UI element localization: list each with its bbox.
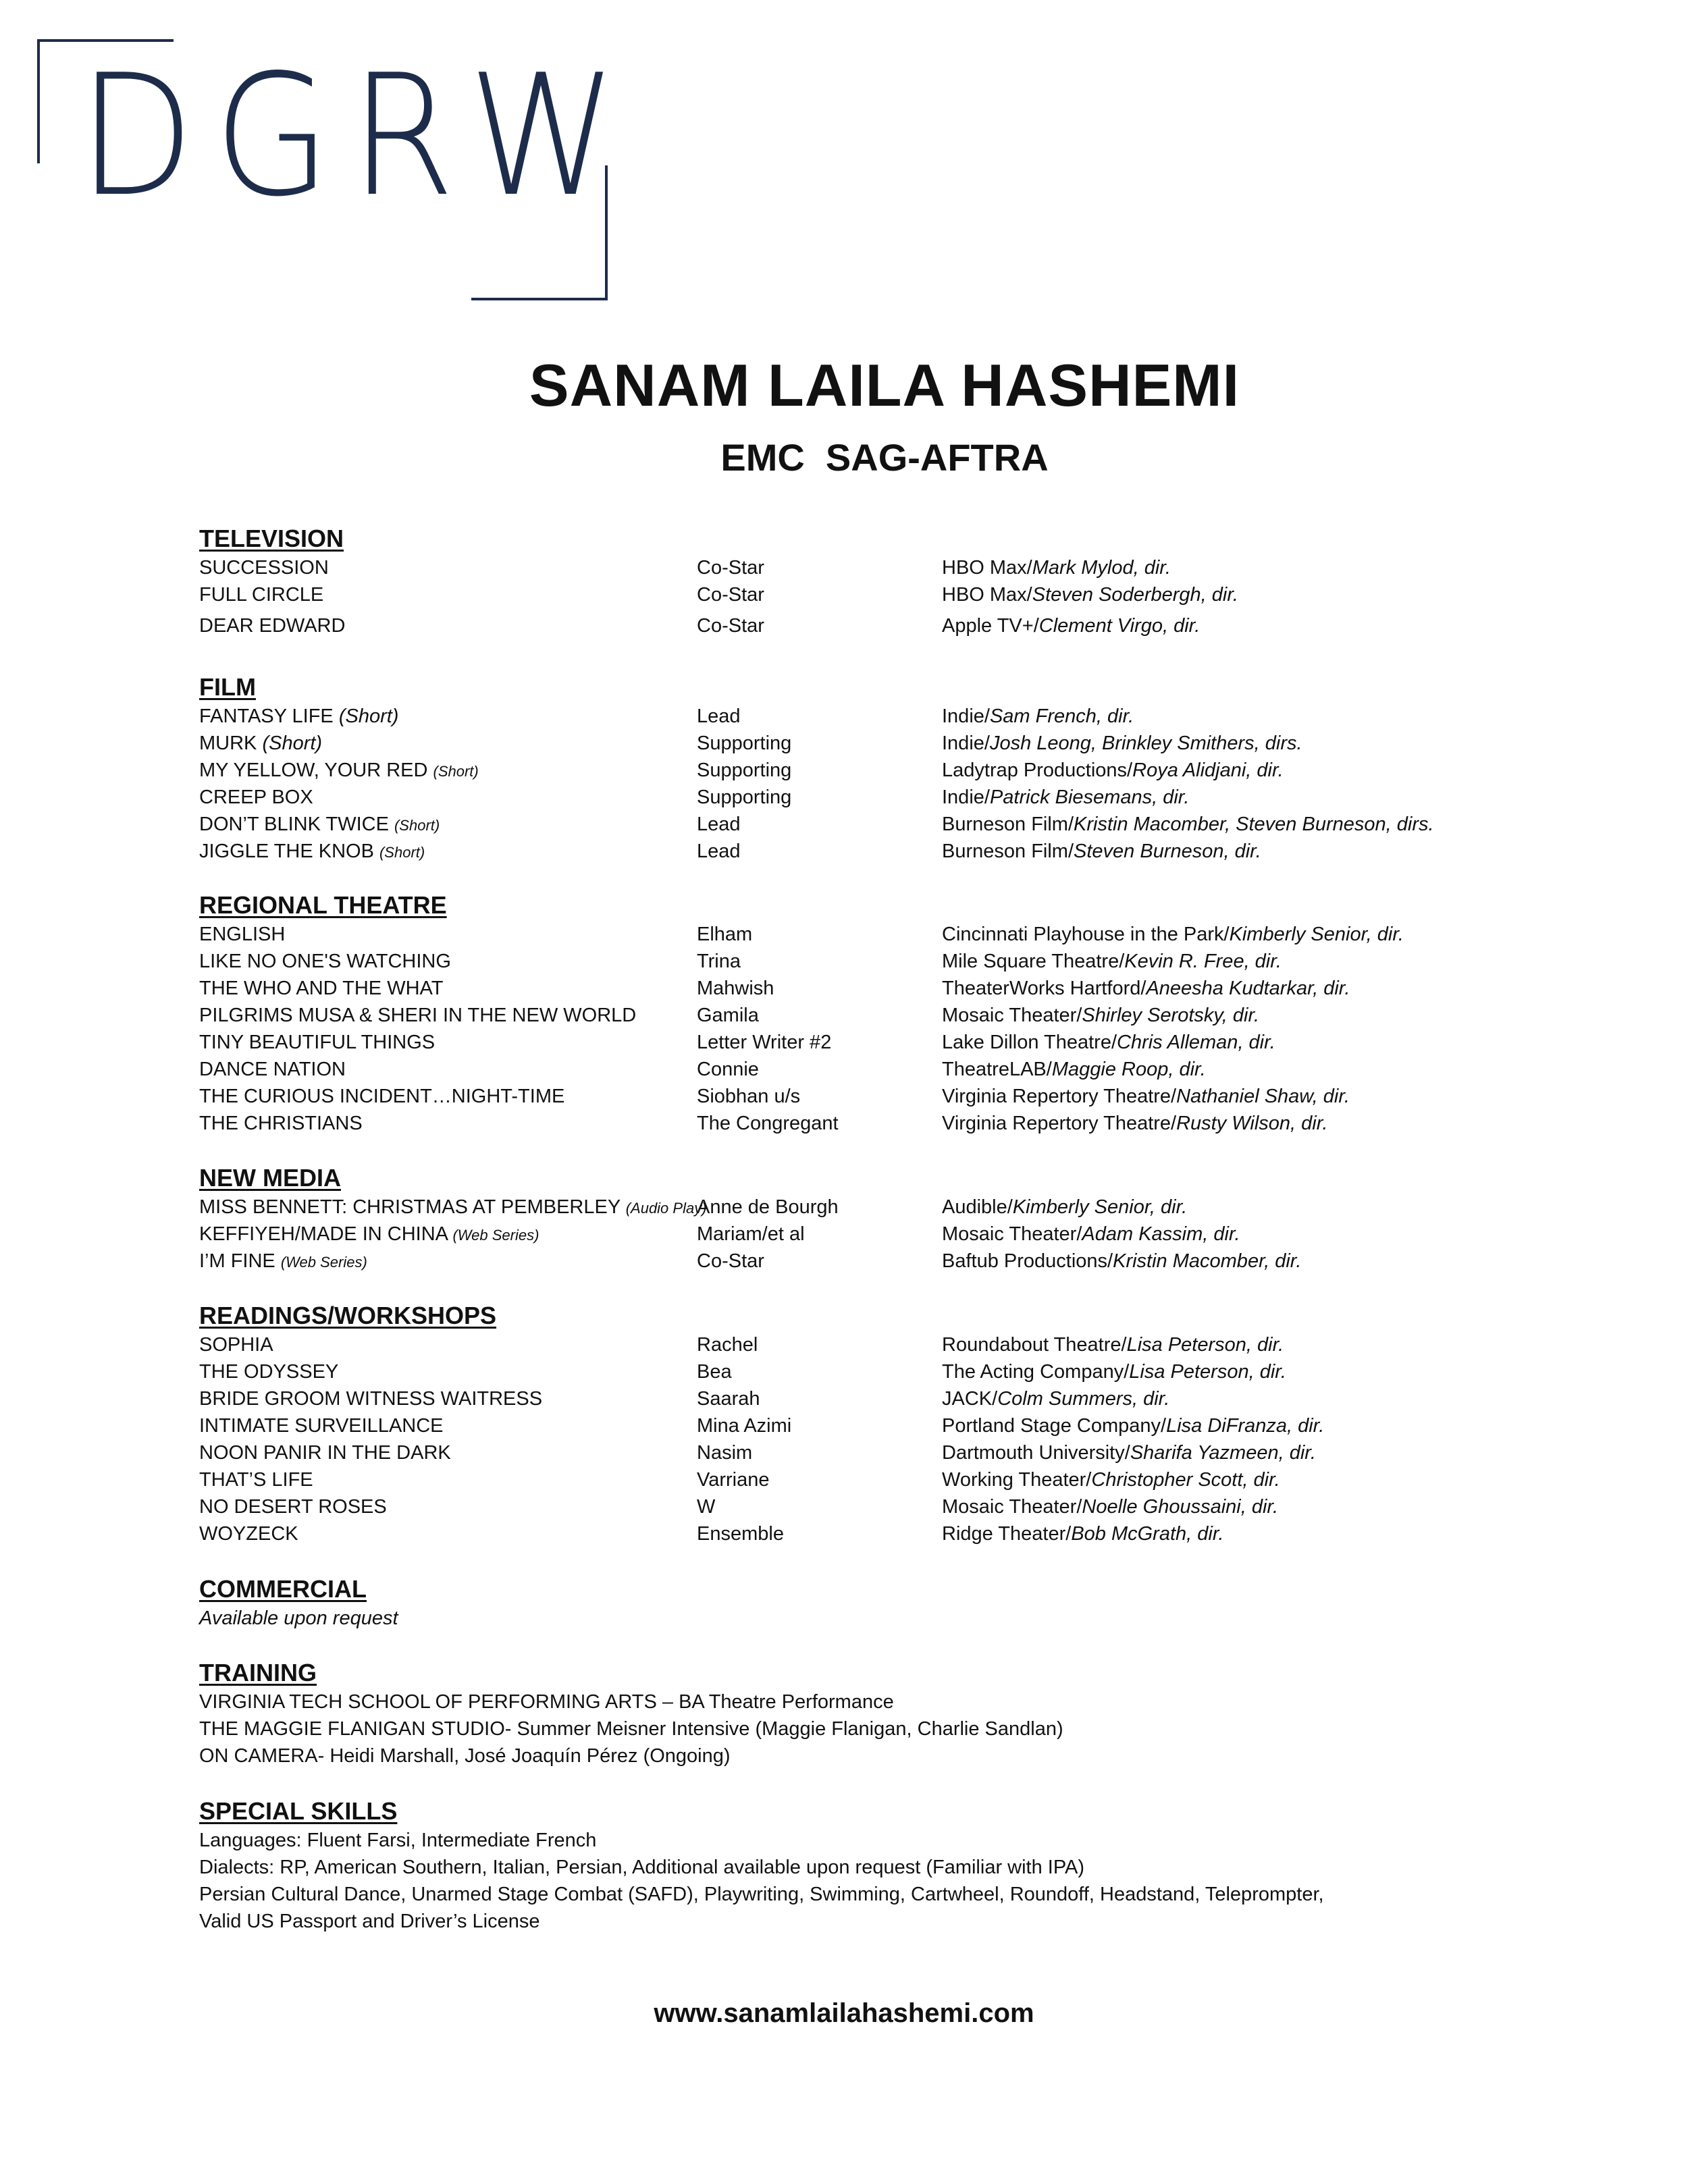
company-director: Ridge Theater/Bob McGrath, dir. [942, 1523, 1224, 1545]
project-title: JIGGLE THE KNOB (Short) [199, 841, 425, 862]
project-title: DEAR EDWARD [199, 615, 346, 637]
company-director: HBO Max/Mark Mylod, dir. [942, 557, 1171, 579]
training-line: VIRGINIA TECH SCHOOL OF PERFORMING ARTS – BA Theatre Performance [199, 1691, 894, 1713]
company-director: Portland Stage Company/Lisa DiFranza, dir. [942, 1415, 1325, 1437]
project-title: DANCE NATION [199, 1059, 346, 1080]
project-title: WOYZECK [199, 1523, 298, 1545]
project-title: ENGLISH [199, 924, 286, 945]
role: Supporting [697, 760, 792, 781]
agency-logo [0, 0, 637, 311]
role: Mina Azimi [697, 1415, 792, 1437]
role: Mariam/et al [697, 1223, 805, 1245]
role: Lead [697, 705, 741, 727]
company-director: Audible/Kimberly Senior, dir. [942, 1196, 1188, 1218]
project-title: NOON PANIR IN THE DARK [199, 1442, 451, 1464]
project-title: MY YELLOW, YOUR RED (Short) [199, 760, 479, 781]
company-director: Indie/Sam French, dir. [942, 705, 1134, 727]
company-director: Apple TV+/Clement Virgo, dir. [942, 615, 1201, 637]
readings-workshops-section [199, 1300, 1550, 1547]
role: Co-Star [697, 615, 764, 637]
role: Anne de Bourgh [697, 1196, 839, 1218]
new-media-section [199, 1163, 1550, 1275]
company-director: HBO Max/Steven Soderbergh, dir. [942, 584, 1238, 606]
credit-row [199, 1493, 1550, 1520]
credit-row [199, 757, 1550, 784]
company-director: JACK/Colm Summers, dir. [942, 1388, 1170, 1410]
role: Ensemble [697, 1523, 784, 1545]
credit-row [199, 1412, 1550, 1439]
training-line: ON CAMERA- Heidi Marshall, José Joaquín Pérez (Ongoing) [199, 1745, 731, 1767]
company-director: Virginia Repertory Theatre/Rusty Wilson, dir. [942, 1113, 1328, 1134]
project-title: KEFFIYEH/MADE IN CHINA (Web Series) [199, 1223, 539, 1245]
logo-monogram: DGRW [78, 39, 637, 234]
credit-row [199, 1029, 1550, 1056]
television-section [199, 523, 1550, 639]
project-title: THE CURIOUS INCIDENT…NIGHT-TIME [199, 1086, 565, 1107]
credit-row [199, 730, 1550, 757]
credit-row [199, 948, 1550, 975]
training-line: THE MAGGIE FLANIGAN STUDIO- Summer Meisner Intensive (Maggie Flanigan, Charlie Sandlan) [199, 1718, 1063, 1740]
role: The Congregant [697, 1113, 839, 1134]
role: Co-Star [697, 1250, 764, 1272]
special-skills-section [199, 1796, 1550, 1935]
company-director: Lake Dillon Theatre/Chris Alleman, dir. [942, 1032, 1275, 1053]
regional-theatre-section [199, 890, 1550, 1137]
training-section [199, 1657, 1550, 1769]
new-media-heading: NEW MEDIA [199, 1164, 341, 1192]
role: Varriane [697, 1469, 770, 1491]
role: Nasim [697, 1442, 753, 1464]
credit-row [199, 703, 1550, 730]
project-title: SOPHIA [199, 1334, 273, 1356]
project-title: BRIDE GROOM WITNESS WAITRESS [199, 1388, 543, 1410]
skills-line: Persian Cultural Dance, Unarmed Stage Combat (SAFD), Playwriting, Swimming, Cartwheel, Roundoff, Headstand, Teleprompter, [199, 1884, 1324, 1905]
credit-row [199, 554, 1550, 581]
company-director: Roundabout Theatre/Lisa Peterson, dir. [942, 1334, 1284, 1356]
role: Gamila [697, 1005, 759, 1026]
role: Lead [697, 841, 741, 862]
credit-row [199, 612, 1550, 639]
credit-row [199, 1331, 1550, 1358]
website-link[interactable]: www.sanamlailahashemi.com [654, 1998, 1034, 2028]
company-director: TheaterWorks Hartford/Aneesha Kudtarkar, dir. [942, 978, 1350, 999]
company-director: Mosaic Theater/Noelle Ghoussaini, dir. [942, 1496, 1279, 1518]
company-director: Working Theater/Christopher Scott, dir. [942, 1469, 1280, 1491]
project-title: MURK (Short) [199, 733, 323, 754]
role: Rachel [697, 1334, 758, 1356]
training-heading: TRAINING [199, 1659, 317, 1686]
credit-row [199, 1248, 1550, 1275]
credit-row [199, 1110, 1550, 1137]
company-director: Virginia Repertory Theatre/Nathaniel Shaw, dir. [942, 1086, 1350, 1107]
credit-row [199, 1385, 1550, 1412]
role: Saarah [697, 1388, 760, 1410]
project-title: MISS BENNETT: CHRISTMAS AT PEMBERLEY (Audio Play) [199, 1196, 707, 1218]
credit-row [199, 1002, 1550, 1029]
company-director: Indie/Patrick Biesemans, dir. [942, 787, 1190, 808]
role: Supporting [697, 733, 792, 754]
credit-row [199, 1466, 1550, 1493]
credit-row [199, 1056, 1550, 1083]
credit-row [199, 1194, 1550, 1221]
role: Elham [697, 924, 753, 945]
project-title: THE ODYSSEY [199, 1361, 339, 1383]
skills-line: Dialects: RP, American Southern, Italian, Persian, Additional available upon request (Familiar with IPA) [199, 1857, 1085, 1878]
company-director: Mosaic Theater/Shirley Serotsky, dir. [942, 1005, 1260, 1026]
project-title: THAT’S LIFE [199, 1469, 313, 1491]
project-title: FULL CIRCLE [199, 584, 324, 606]
commercial-note: Available upon request [199, 1607, 398, 1629]
regional-theatre-heading: REGIONAL THEATRE [199, 891, 447, 919]
company-director: Mile Square Theatre/Kevin R. Free, dir. [942, 951, 1282, 972]
credit-row [199, 975, 1550, 1002]
credit-row [199, 811, 1550, 838]
company-director: Mosaic Theater/Adam Kassim, dir. [942, 1223, 1240, 1245]
television-heading: TELEVISION [199, 525, 344, 552]
commercial-section [199, 1574, 1550, 1632]
project-title: THE CHRISTIANS [199, 1113, 363, 1134]
project-title: THE WHO AND THE WHAT [199, 978, 444, 999]
project-title: PILGRIMS MUSA & SHERI IN THE NEW WORLD [199, 1005, 637, 1026]
role: W [697, 1496, 716, 1518]
credit-row [199, 838, 1550, 865]
company-director: Ladytrap Productions/Roya Alidjani, dir. [942, 760, 1284, 781]
skills-line: Valid US Passport and Driver’s License [199, 1911, 540, 1932]
company-director: The Acting Company/Lisa Peterson, dir. [942, 1361, 1286, 1383]
project-title: CREEP BOX [199, 787, 313, 808]
company-director: Burneson Film/Kristin Macomber, Steven Burneson, dirs. [942, 814, 1434, 835]
project-title: FANTASY LIFE (Short) [199, 705, 399, 727]
special-skills-heading: SPECIAL SKILLS [199, 1797, 398, 1825]
credit-row [199, 921, 1550, 948]
project-title: TINY BEAUTIFUL THINGS [199, 1032, 436, 1053]
credit-row [199, 1358, 1550, 1385]
role: Lead [697, 814, 741, 835]
commercial-heading: COMMERCIAL [199, 1575, 367, 1603]
company-director: Indie/Josh Leong, Brinkley Smithers, dirs. [942, 733, 1302, 754]
company-director: TheatreLAB/Maggie Roop, dir. [942, 1059, 1206, 1080]
project-title: LIKE NO ONE'S WATCHING [199, 951, 451, 972]
role: Co-Star [697, 557, 764, 579]
role: Connie [697, 1059, 759, 1080]
company-director: Baftub Productions/Kristin Macomber, dir. [942, 1250, 1302, 1272]
union-affiliations: EMC SAG-AFTRA [720, 436, 1049, 479]
role: Supporting [697, 787, 792, 808]
credit-row [199, 1439, 1550, 1466]
project-title: SUCCESSION [199, 557, 329, 579]
film-section [199, 672, 1550, 865]
credit-row [199, 784, 1550, 811]
credit-row [199, 1520, 1550, 1547]
company-director: Cincinnati Playhouse in the Park/Kimberly Senior, dir. [942, 924, 1404, 945]
skills-line: Languages: Fluent Farsi, Intermediate French [199, 1830, 597, 1851]
project-title: INTIMATE SURVEILLANCE [199, 1415, 444, 1437]
role: Trina [697, 951, 741, 972]
credit-row [199, 1221, 1550, 1248]
actor-name: SANAM LAILA HASHEMI [529, 352, 1240, 419]
readings-workshops-heading: READINGS/WORKSHOPS [199, 1302, 497, 1329]
company-director: Dartmouth University/Sharifa Yazmeen, dir. [942, 1442, 1316, 1464]
film-heading: FILM [199, 673, 256, 701]
role: Letter Writer #2 [697, 1032, 832, 1053]
project-title: I’M FINE (Web Series) [199, 1250, 367, 1272]
role: Co-Star [697, 584, 764, 606]
credit-row [199, 581, 1550, 608]
role: Siobhan u/s [697, 1086, 801, 1107]
project-title: NO DESERT ROSES [199, 1496, 387, 1518]
credit-row [199, 1083, 1550, 1110]
role: Mahwish [697, 978, 774, 999]
project-title: DON’T BLINK TWICE (Short) [199, 814, 440, 835]
role: Bea [697, 1361, 732, 1383]
company-director: Burneson Film/Steven Burneson, dir. [942, 841, 1261, 862]
